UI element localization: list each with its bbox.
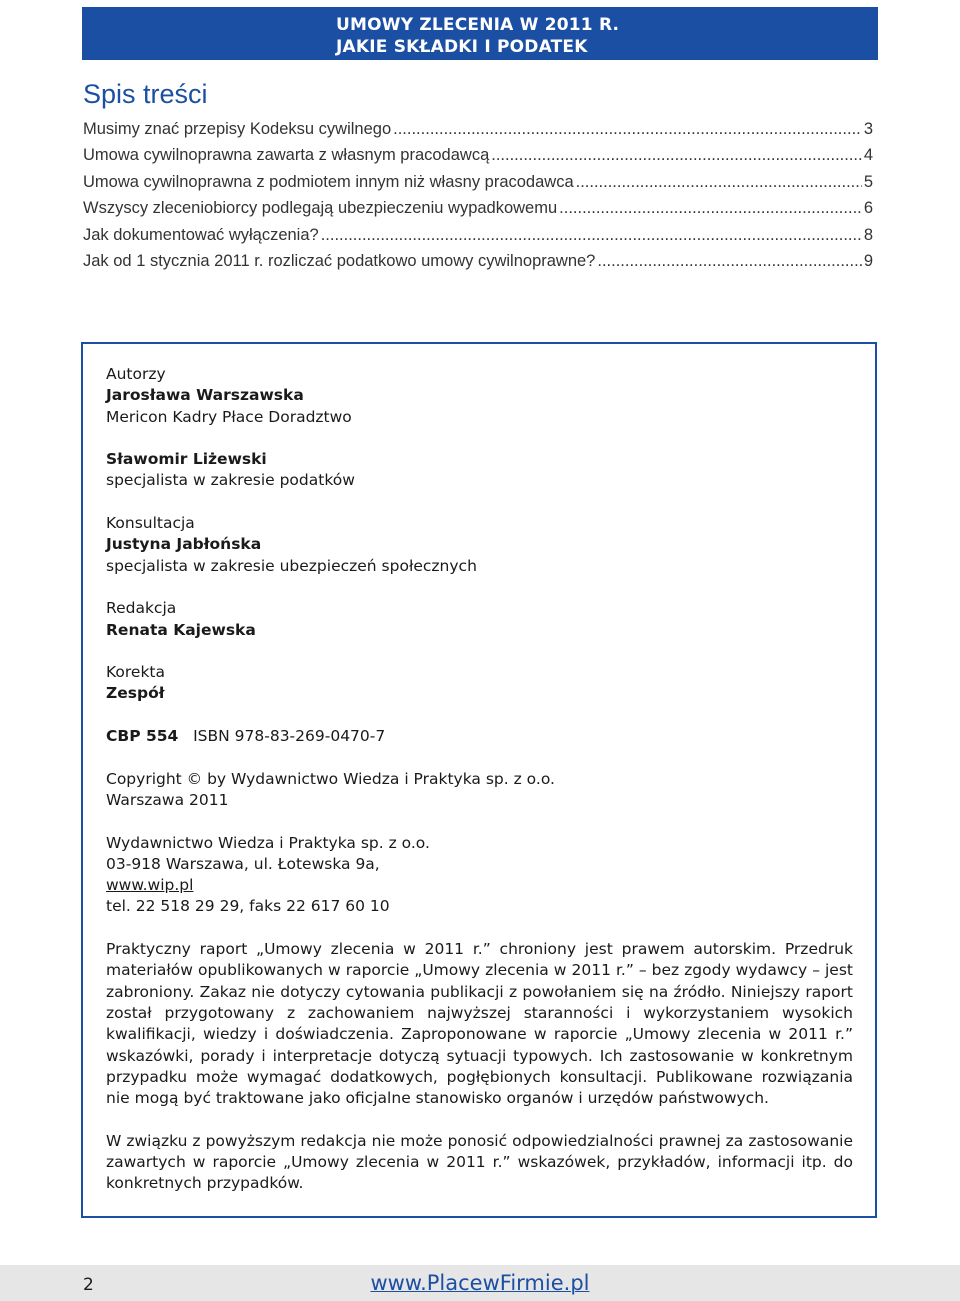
publisher-phone: tel. 22 518 29 29, faks 22 617 60 10: [106, 897, 390, 916]
copyright-notice: Copyright © by Wydawnictwo Wiedza i Praktyka sp. z o.o.: [106, 769, 555, 788]
consultation-label: Konsultacja: [106, 514, 195, 533]
toc-entry-title: Wszyscy zleceniobiorcy podlegają ubezpieczeniu wypadkowemu: [83, 199, 558, 218]
toc-leader-dots: [576, 173, 862, 192]
page-number: 2: [83, 1275, 94, 1295]
toc-entry-title: Jak od 1 stycznia 2011 r. rozliczać podatkowo umowy cywilnoprawne?: [83, 251, 596, 270]
author-name: Jarosława Warszawska: [106, 386, 304, 405]
table-of-contents: [83, 120, 873, 278]
spacer: [106, 918, 853, 939]
credits-box: [81, 342, 877, 1218]
toc-leader-dots: [597, 252, 861, 271]
footer-website-link[interactable]: www.PlacewFirmie.pl: [370, 1271, 590, 1295]
toc-leader-dots: [491, 146, 862, 165]
toc-entry-page: 6: [863, 199, 873, 218]
toc-leader-dots: [321, 226, 862, 245]
author-role: Mericon Kadry Płace Doradztwo: [106, 407, 352, 426]
banner-title-line1: UMOWY ZLECENIA W 2011 R.: [336, 15, 620, 35]
city-year: Warszawa 2011: [106, 790, 229, 809]
author-role: specjalista w zakresie podatków: [106, 471, 355, 490]
publisher-website-link[interactable]: www.wip.pl: [106, 876, 194, 895]
toc-entry-title: Musimy znać przepisy Kodeksu cywilnego: [83, 120, 392, 138]
spacer: [106, 811, 853, 832]
banner-title-line2: JAKIE SKŁADKI I PODATEK: [336, 37, 588, 57]
toc-entry[interactable]: [83, 120, 873, 146]
cbp-number: CBP 554: [106, 727, 179, 746]
toc-entry-page: 9: [863, 251, 873, 270]
header-banner: [82, 7, 878, 60]
toc-entry-title: Umowa cywilnoprawna z podmiotem innym niż własny pracodawca: [83, 172, 574, 191]
editor-name: Renata Kajewska: [106, 620, 256, 639]
spacer: [106, 641, 853, 662]
toc-entry-page: 3: [863, 120, 873, 138]
spacer: [106, 492, 853, 513]
toc-leader-dots: [393, 120, 862, 139]
proofreading-label: Korekta: [106, 663, 165, 682]
toc-entry-page: 4: [863, 146, 873, 165]
consultant-role: specjalista w zakresie ubezpieczeń społecznych: [106, 556, 477, 575]
catalog-numbers: [106, 726, 853, 747]
toc-entry-page: 8: [863, 225, 873, 244]
proofreading-name: Zespół: [106, 684, 165, 703]
editor-label: Redakcja: [106, 599, 177, 618]
author-name: Sławomir Liżewski: [106, 450, 267, 469]
toc-entry[interactable]: [83, 146, 873, 172]
spacer: [106, 1109, 853, 1130]
authors-label: Autorzy: [106, 365, 166, 383]
toc-entry[interactable]: [83, 199, 873, 225]
toc-entry-title: Jak dokumentować wyłączenia?: [83, 225, 319, 244]
toc-leader-dots: [559, 199, 862, 218]
toc-entry[interactable]: [83, 252, 873, 278]
spacer: [106, 705, 853, 726]
toc-entry[interactable]: [83, 173, 873, 199]
isbn-number: ISBN 978-83-269-0470-7: [193, 727, 386, 746]
spacer: [106, 747, 853, 768]
liability-disclaimer: W związku z powyższym redakcja nie może ponosić odpowiedzialności prawnej za zastosowanie zawartych w raporcie „Umowy zlecenia w 2011 r.” wskazówek, przykładów, informacji itp. do konkretnych przypadków.: [106, 1131, 853, 1193]
toc-title: Spis treści: [83, 79, 208, 109]
publisher-address: 03-918 Warszawa, ul. Łotewska 9a,: [106, 854, 380, 873]
spacer: [106, 577, 853, 598]
legal-notice: Praktyczny raport „Umowy zlecenia w 2011 r.” chroniony jest prawem autorskim. Przedruk materiałów opublikowanych w raporcie „Umowy zlecenia w 2011 r.” – bez zgody wydawcy – jest zabroniony. Zakaz nie dotyczy cytowania publikacji z powołaniem się na źródło. Niniejszy raport został przygotowany z zachowaniem najwyższej staranności i wykorzystaniem wysokich kwalifikacji, wiedzy i doświadczenia. Zaproponowane w raporcie „Umowy zlecenia w 2011 r.” wskazówki, porady i interpretacje dotyczą sytuacji typowych. Ich zastosowanie w konkretnym przypadku może wymagać dodatkowych, pogłębionych konsultacji. Publikowane rozwiązania nie mogą być traktowane jako oficjalne stanowisko organów i urzędów państwowych.: [106, 940, 853, 1108]
consultant-name: Justyna Jabłońska: [106, 535, 262, 554]
toc-entry[interactable]: [83, 226, 873, 252]
toc-entry-page: 5: [863, 172, 873, 191]
toc-entry-title: Umowa cywilnoprawna zawarta z własnym pracodawcą: [83, 146, 490, 165]
spacer: [106, 428, 853, 449]
publisher-name: Wydawnictwo Wiedza i Praktyka sp. z o.o.: [106, 833, 430, 852]
